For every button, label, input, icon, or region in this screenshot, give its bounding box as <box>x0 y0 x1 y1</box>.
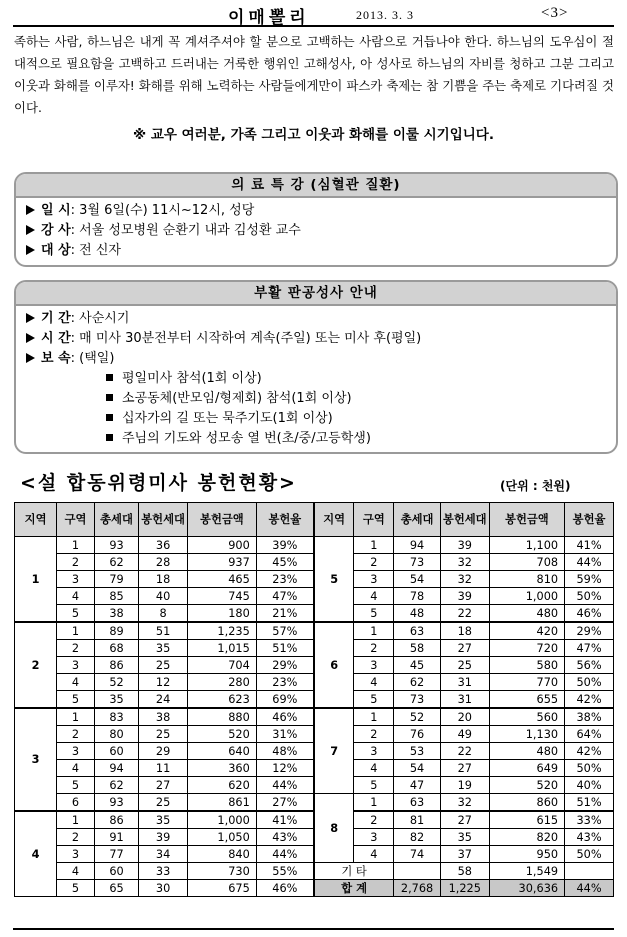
table-heading: <설 합동위령미사 봉헌현황> <box>20 472 297 494</box>
offering-table <box>14 502 614 897</box>
households-cell: 60 <box>94 743 138 760</box>
rate-cell: 42% <box>565 691 614 709</box>
district-cell: 5 <box>354 691 394 709</box>
column-header: 봉헌금액 <box>188 503 257 537</box>
households-cell: 76 <box>394 726 441 743</box>
lecture-row <box>26 201 616 221</box>
households-cell: 68 <box>94 640 138 657</box>
amount-cell: 1,100 <box>489 537 564 554</box>
penance-option-text: 평일미사 참석(1회 이상) <box>122 371 262 386</box>
lecture-box <box>14 172 618 267</box>
amount-cell: 810 <box>489 571 564 588</box>
intro-paragraph: 족하는 사람, 하느님은 내게 꼭 계셔주셔야 할 분으로 고백하는 사람으로 거듭나야 한다. 하느님의 도우심이 절대적으로 필요함을 고백하고 드러내는 거룩한 행위인 고해성사, 아 성사로 하느님의 자비를 청하고 그분 그리고 이웃과 화해를 이루자! 화해를 위해 노력하는 사람들에게만이 파스카 축제는 참 기쁨을 주는 축제로 기다려질 것이다. <box>14 34 614 115</box>
households-cell: 73 <box>394 691 441 709</box>
table-row <box>15 794 614 812</box>
rate-cell: 27% <box>256 794 314 812</box>
page-header <box>0 0 627 26</box>
table-unit: (단위 : 천원) <box>500 479 571 493</box>
households-cell: 47 <box>394 777 441 794</box>
amount-cell: 937 <box>188 554 257 571</box>
amount-cell: 1,235 <box>188 622 257 640</box>
district-cell: 5 <box>57 691 95 709</box>
region-cell: 1 <box>15 537 57 623</box>
lecture-row-label: 강 사 <box>41 223 71 238</box>
offering-households-cell: 18 <box>139 571 188 588</box>
rate-cell: 50% <box>565 588 614 605</box>
offering-households-cell: 28 <box>139 554 188 571</box>
square-bullet-icon <box>106 434 113 441</box>
offering-households-cell: 27 <box>139 777 188 794</box>
confession-title: 부활 판공성사 안내 <box>16 282 616 306</box>
district-cell: 3 <box>354 743 394 760</box>
penance-option <box>26 369 616 389</box>
households-cell: 89 <box>94 622 138 640</box>
households-cell: 86 <box>94 811 138 829</box>
lecture-row-label: 일 시 <box>41 203 71 218</box>
confession-row <box>26 349 616 369</box>
amount-cell: 180 <box>188 605 257 623</box>
offering-households-cell: 27 <box>440 760 489 777</box>
households-cell: 79 <box>94 571 138 588</box>
offering-households-cell: 25 <box>139 657 188 674</box>
district-cell: 2 <box>57 829 95 846</box>
households-cell: 78 <box>394 588 441 605</box>
households-cell: 58 <box>394 640 441 657</box>
households-cell: 83 <box>94 708 138 726</box>
households-cell: 48 <box>394 605 441 623</box>
district-cell: 4 <box>57 760 95 777</box>
households-cell: 52 <box>394 708 441 726</box>
confession-row-label: 보 속 <box>41 351 71 366</box>
rate-cell: 46% <box>256 708 314 726</box>
amount-cell: 745 <box>188 588 257 605</box>
households-cell: 54 <box>394 571 441 588</box>
households-cell: 94 <box>94 760 138 777</box>
column-header: 봉헌율 <box>256 503 314 537</box>
district-cell: 1 <box>354 708 394 726</box>
rate-cell: 29% <box>565 622 614 640</box>
district-cell: 4 <box>354 674 394 691</box>
region-cell: 6 <box>314 622 354 708</box>
offering-households-cell: 18 <box>440 622 489 640</box>
column-header: 봉헌율 <box>565 503 614 537</box>
district-cell: 4 <box>354 846 394 863</box>
offering-households-cell: 36 <box>139 537 188 554</box>
lecture-title: 의 료 특 강 (심혈관 질환) <box>16 174 616 198</box>
district-cell: 3 <box>57 657 95 674</box>
households-cell: 63 <box>394 622 441 640</box>
rate-cell: 44% <box>256 777 314 794</box>
district-cell: 3 <box>57 571 95 588</box>
district-cell: 4 <box>57 863 95 880</box>
households-cell: 62 <box>394 674 441 691</box>
rate-cell: 39% <box>256 537 314 554</box>
region-cell: 7 <box>314 708 354 794</box>
rate-cell: 55% <box>256 863 314 880</box>
district-cell: 1 <box>57 811 95 829</box>
table-row <box>15 622 614 640</box>
confession-row <box>26 309 616 329</box>
district-cell: 5 <box>57 880 95 897</box>
column-header: 봉헌금액 <box>489 503 564 537</box>
penance-option <box>26 389 616 409</box>
offering-households-cell: 35 <box>440 829 489 846</box>
table-row <box>15 537 614 554</box>
rate-cell: 41% <box>565 537 614 554</box>
offering-households-cell: 31 <box>440 674 489 691</box>
district-cell: 5 <box>354 605 394 623</box>
callout-text: ※ 교우 여러분, 가족 그리고 이웃과 화해를 이룰 시기입니다. <box>133 127 494 143</box>
amount-cell: 480 <box>489 743 564 760</box>
table-row <box>15 708 614 726</box>
bullet-arrow-icon <box>26 333 35 343</box>
offering-households-cell: 51 <box>139 622 188 640</box>
amount-cell: 730 <box>188 863 257 880</box>
amount-cell: 1,000 <box>489 588 564 605</box>
offering-households-cell: 22 <box>440 605 489 623</box>
households-cell: 82 <box>394 829 441 846</box>
amount-cell: 861 <box>188 794 257 812</box>
households-cell: 94 <box>394 537 441 554</box>
district-cell: 2 <box>57 726 95 743</box>
rate-cell: 59% <box>565 571 614 588</box>
rate-cell: 12% <box>256 760 314 777</box>
rate-cell: 44% <box>565 554 614 571</box>
column-header: 지역 <box>314 503 354 537</box>
amount-cell: 360 <box>188 760 257 777</box>
other-rate-cell <box>565 863 614 880</box>
households-cell: 38 <box>94 605 138 623</box>
confession-row-value: : (택일) <box>70 351 115 366</box>
households-cell: 91 <box>94 829 138 846</box>
households-cell: 35 <box>94 691 138 709</box>
rate-cell: 38% <box>565 708 614 726</box>
table-row <box>15 880 614 897</box>
lecture-row-value: : 3월 6일(수) 11시~12시, 성당 <box>70 203 255 218</box>
offering-households-cell: 40 <box>139 588 188 605</box>
region-cell: 4 <box>15 811 57 897</box>
district-cell: 3 <box>57 846 95 863</box>
offering-households-cell: 34 <box>139 846 188 863</box>
column-header: 지역 <box>15 503 57 537</box>
penance-option <box>26 409 616 429</box>
other-amount: 1,549 <box>489 863 564 880</box>
confession-row-label: 기 간 <box>41 311 71 326</box>
households-cell: 86 <box>94 657 138 674</box>
rate-cell: 33% <box>565 811 614 829</box>
rate-cell: 41% <box>256 811 314 829</box>
district-cell: 1 <box>57 708 95 726</box>
amount-cell: 675 <box>188 880 257 897</box>
district-cell: 1 <box>354 794 394 812</box>
rate-cell: 42% <box>565 743 614 760</box>
households-cell: 81 <box>394 811 441 829</box>
bulletin-date: 2013. 3. 3 <box>356 8 414 22</box>
rate-cell: 64% <box>565 726 614 743</box>
rate-cell: 57% <box>256 622 314 640</box>
district-cell: 4 <box>354 588 394 605</box>
offering-households-cell: 39 <box>139 829 188 846</box>
amount-cell: 1,000 <box>188 811 257 829</box>
region-cell: 5 <box>314 537 354 623</box>
district-cell: 2 <box>57 554 95 571</box>
district-cell: 5 <box>354 777 394 794</box>
column-header: 총세대 <box>94 503 138 537</box>
amount-cell: 860 <box>489 794 564 812</box>
offering-households-cell: 22 <box>440 743 489 760</box>
district-cell: 1 <box>57 622 95 640</box>
amount-cell: 623 <box>188 691 257 709</box>
households-cell: 52 <box>94 674 138 691</box>
lecture-details <box>16 198 616 261</box>
households-cell: 62 <box>94 777 138 794</box>
households-cell: 45 <box>394 657 441 674</box>
offering-households-cell: 27 <box>440 811 489 829</box>
amount-cell: 1,015 <box>188 640 257 657</box>
district-cell: 4 <box>354 760 394 777</box>
offering-households-cell: 25 <box>440 657 489 674</box>
rate-cell: 50% <box>565 846 614 863</box>
penance-option-text: 소공동체(반모임/형제회) 참석(1회 이상) <box>122 391 352 406</box>
offering-households-cell: 11 <box>139 760 188 777</box>
amount-cell: 520 <box>188 726 257 743</box>
bullet-arrow-icon <box>26 353 35 363</box>
rate-cell: 46% <box>256 880 314 897</box>
lecture-row-value: : 전 신자 <box>70 243 121 258</box>
offering-households-cell: 8 <box>139 605 188 623</box>
penance-option <box>26 429 616 449</box>
amount-cell: 1,130 <box>489 726 564 743</box>
households-cell: 65 <box>94 880 138 897</box>
column-header: 총세대 <box>394 503 441 537</box>
total-label: 합 계 <box>314 880 394 897</box>
confession-row-label: 시 간 <box>41 331 71 346</box>
district-cell: 4 <box>57 674 95 691</box>
header-rule <box>13 25 614 27</box>
rate-cell: 50% <box>565 760 614 777</box>
amount-cell: 649 <box>489 760 564 777</box>
page-number: <3> <box>541 5 569 21</box>
square-bullet-icon <box>106 394 113 401</box>
households-cell: 80 <box>94 726 138 743</box>
other-total-cell <box>394 863 441 880</box>
rate-cell: 43% <box>565 829 614 846</box>
amount-cell: 840 <box>188 846 257 863</box>
offering-households-cell: 32 <box>440 571 489 588</box>
households-cell: 74 <box>394 846 441 863</box>
offering-households-cell: 35 <box>139 811 188 829</box>
lecture-row-value: : 서울 성모병원 순환기 내과 김성환 교수 <box>70 223 301 238</box>
offering-households-cell: 35 <box>139 640 188 657</box>
column-header: 봉헌세대 <box>139 503 188 537</box>
confession-row <box>26 329 616 349</box>
amount-cell: 708 <box>489 554 564 571</box>
lecture-row <box>26 241 616 261</box>
square-bullet-icon <box>106 414 113 421</box>
rate-cell: 45% <box>256 554 314 571</box>
rate-cell: 56% <box>565 657 614 674</box>
offering-households-cell: 33 <box>139 863 188 880</box>
confession-box <box>14 280 618 454</box>
bullet-arrow-icon <box>26 225 35 235</box>
offering-households-cell: 20 <box>440 708 489 726</box>
offering-households-cell: 38 <box>139 708 188 726</box>
lecture-row <box>26 221 616 241</box>
amount-cell: 770 <box>489 674 564 691</box>
region-cell: 8 <box>314 794 354 863</box>
bullet-arrow-icon <box>26 205 35 215</box>
amount-cell: 1,050 <box>188 829 257 846</box>
confession-details <box>16 306 616 449</box>
square-bullet-icon <box>106 374 113 381</box>
district-cell: 5 <box>57 605 95 623</box>
table-row <box>15 863 614 880</box>
confession-row-value: : 매 미사 30분전부터 시작하여 계속(주일) 또는 미사 후(평일) <box>70 331 422 346</box>
offering-households-cell: 31 <box>440 691 489 709</box>
district-cell: 2 <box>354 726 394 743</box>
rate-cell: 48% <box>256 743 314 760</box>
rate-cell: 43% <box>256 829 314 846</box>
penance-option-text: 십자가의 길 또는 묵주기도(1회 이상) <box>122 411 333 426</box>
bullet-arrow-icon <box>26 313 35 323</box>
amount-cell: 704 <box>188 657 257 674</box>
column-header: 구역 <box>354 503 394 537</box>
offering-households-cell: 25 <box>139 794 188 812</box>
amount-cell: 420 <box>489 622 564 640</box>
amount-cell: 580 <box>489 657 564 674</box>
amount-cell: 560 <box>489 708 564 726</box>
rate-cell: 44% <box>256 846 314 863</box>
offering-households-cell: 19 <box>440 777 489 794</box>
rate-cell: 23% <box>256 674 314 691</box>
total-offering-households: 1,225 <box>440 880 489 897</box>
lecture-row-label: 대 상 <box>41 243 71 258</box>
amount-cell: 820 <box>489 829 564 846</box>
rate-cell: 47% <box>565 640 614 657</box>
rate-cell: 69% <box>256 691 314 709</box>
rate-cell: 31% <box>256 726 314 743</box>
district-cell: 2 <box>354 811 394 829</box>
households-cell: 73 <box>394 554 441 571</box>
offering-households-cell: 29 <box>139 743 188 760</box>
column-header: 봉헌세대 <box>440 503 489 537</box>
households-cell: 93 <box>94 537 138 554</box>
district-cell: 1 <box>354 537 394 554</box>
column-header: 구역 <box>57 503 95 537</box>
amount-cell: 280 <box>188 674 257 691</box>
offering-households-cell: 37 <box>440 846 489 863</box>
bullet-arrow-icon <box>26 245 35 255</box>
rate-cell: 51% <box>565 794 614 812</box>
rate-cell: 46% <box>565 605 614 623</box>
rate-cell: 51% <box>256 640 314 657</box>
amount-cell: 640 <box>188 743 257 760</box>
offering-households-cell: 32 <box>440 554 489 571</box>
offering-households-cell: 25 <box>139 726 188 743</box>
rate-cell: 47% <box>256 588 314 605</box>
bulletin-title: 이매뽈리 <box>228 8 310 28</box>
region-cell: 3 <box>15 708 57 811</box>
rate-cell: 50% <box>565 674 614 691</box>
footer-rule <box>13 928 614 930</box>
rate-cell: 23% <box>256 571 314 588</box>
amount-cell: 480 <box>489 605 564 623</box>
other-label: 기 타 <box>314 863 394 880</box>
amount-cell: 880 <box>188 708 257 726</box>
households-cell: 53 <box>394 743 441 760</box>
district-cell: 2 <box>57 640 95 657</box>
total-households: 2,768 <box>394 880 441 897</box>
district-cell: 3 <box>57 743 95 760</box>
households-cell: 54 <box>394 760 441 777</box>
amount-cell: 465 <box>188 571 257 588</box>
district-cell: 4 <box>57 588 95 605</box>
rate-cell: 40% <box>565 777 614 794</box>
amount-cell: 615 <box>489 811 564 829</box>
offering-households-cell: 27 <box>440 640 489 657</box>
households-cell: 93 <box>94 794 138 812</box>
district-cell: 3 <box>354 571 394 588</box>
amount-cell: 655 <box>489 691 564 709</box>
district-cell: 1 <box>354 622 394 640</box>
offering-households-cell: 39 <box>440 537 489 554</box>
district-cell: 2 <box>354 640 394 657</box>
other-households: 58 <box>440 863 489 880</box>
penance-option-text: 주님의 기도와 성모송 열 번(초/중/고등학생) <box>122 431 371 446</box>
confession-row-value: : 사순시기 <box>70 311 130 326</box>
district-cell: 1 <box>57 537 95 554</box>
offering-households-cell: 32 <box>440 794 489 812</box>
amount-cell: 950 <box>489 846 564 863</box>
offering-households-cell: 12 <box>139 674 188 691</box>
amount-cell: 720 <box>489 640 564 657</box>
offering-households-cell: 30 <box>139 880 188 897</box>
district-cell: 5 <box>57 777 95 794</box>
offering-households-cell: 49 <box>440 726 489 743</box>
district-cell: 6 <box>57 794 95 812</box>
district-cell: 3 <box>354 829 394 846</box>
district-cell: 3 <box>354 657 394 674</box>
households-cell: 85 <box>94 588 138 605</box>
households-cell: 63 <box>394 794 441 812</box>
offering-households-cell: 24 <box>139 691 188 709</box>
households-cell: 77 <box>94 846 138 863</box>
total-rate: 44% <box>565 880 614 897</box>
district-cell: 2 <box>354 554 394 571</box>
total-amount: 30,636 <box>489 880 564 897</box>
amount-cell: 620 <box>188 777 257 794</box>
households-cell: 62 <box>94 554 138 571</box>
offering-households-cell: 39 <box>440 588 489 605</box>
amount-cell: 900 <box>188 537 257 554</box>
households-cell: 60 <box>94 863 138 880</box>
table-header-row <box>15 503 614 537</box>
amount-cell: 520 <box>489 777 564 794</box>
rate-cell: 29% <box>256 657 314 674</box>
rate-cell: 21% <box>256 605 314 623</box>
region-cell: 2 <box>15 622 57 708</box>
